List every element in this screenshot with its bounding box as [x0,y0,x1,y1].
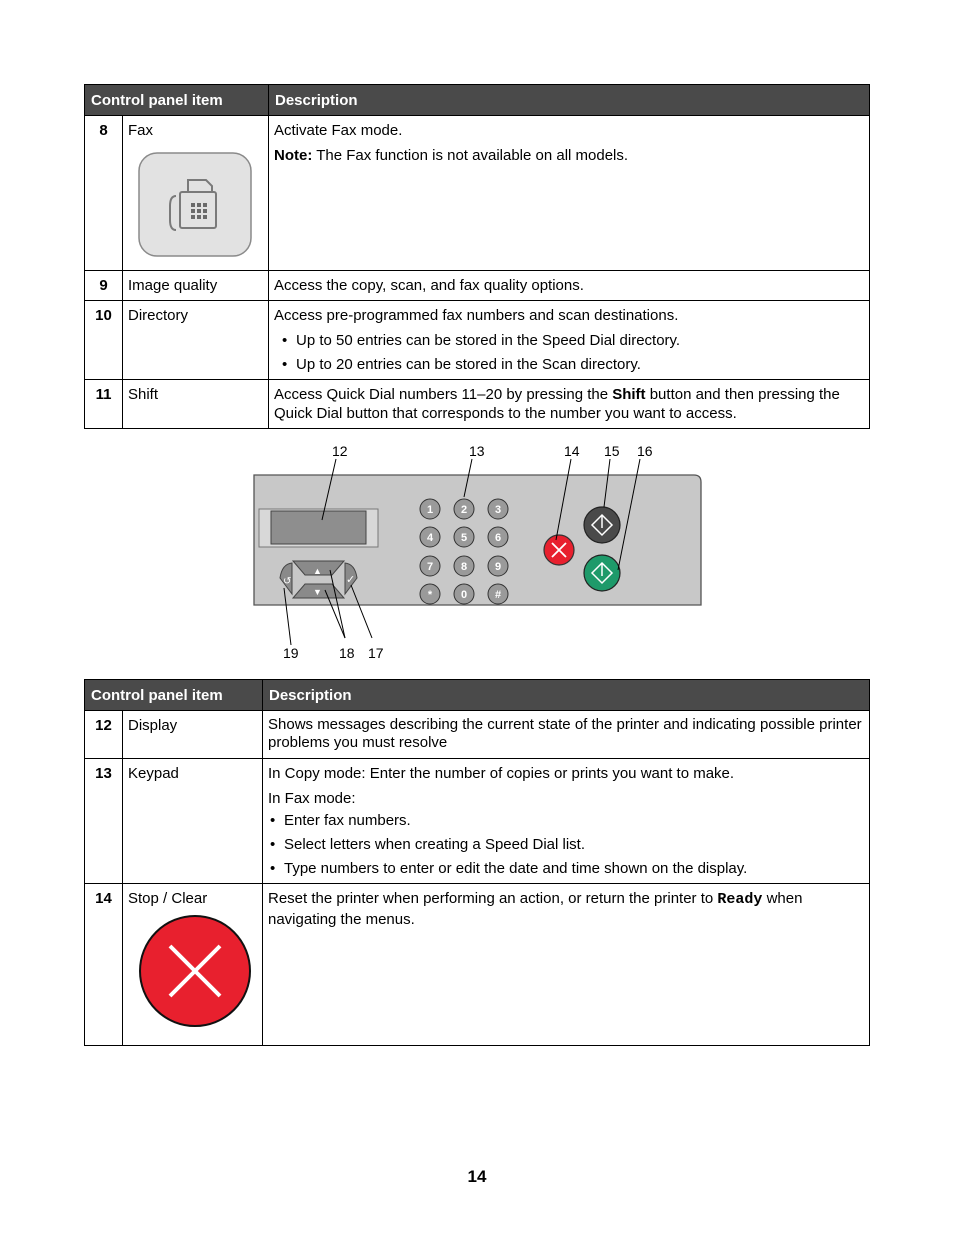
note [274,146,864,165]
keypad-key-label: 2 [460,504,468,516]
keypad-key-label: 7 [426,561,434,573]
item-name: Keypad [123,759,263,884]
callout-17: 17 [368,645,384,661]
list-item: • Up to 20 entries can be stored in the Scan directory. [274,355,864,374]
note-text: The Fax function is not available on all models. [312,147,629,164]
callout-12: 12 [332,443,348,459]
stop-clear-button-icon [136,912,254,1030]
desc-part: when navigating the menus. [268,890,803,928]
table-row [85,884,870,1046]
callout-16: 16 [637,443,653,459]
keypad-key-label: 3 [494,504,502,516]
row-number: 13 [85,759,123,884]
keypad-key-label: 8 [460,561,468,573]
keypad-key-label: 5 [460,532,468,544]
keypad-key-label: 1 [426,504,434,516]
shift-bold-label: Shift [612,386,646,403]
callout-18: 18 [339,645,355,661]
display-screen [271,511,366,544]
table-row [85,759,870,884]
keypad-key-label: * [427,589,433,601]
desc-part: Access Quick Dial numbers 11–20 by pressing the [274,386,613,403]
list-item: • Type numbers to enter or edit the date and time shown on the display. [262,859,864,878]
item-name: Directory [123,301,269,380]
table-row [85,711,870,759]
keypad-key-label: 9 [494,561,502,573]
row-number: 8 [85,116,123,271]
bullet-list [262,811,864,878]
header-item: Control panel item [85,680,263,711]
keypad-key-label: 0 [460,589,468,601]
callout-13: 13 [469,443,485,459]
header-item: Control panel item [85,85,269,116]
description-cell [263,759,870,884]
control-panel-table-2 [84,679,870,1046]
keypad-key-label: 6 [494,532,502,544]
table-row [85,380,870,429]
description-text [263,884,870,1046]
description-text [269,380,870,429]
keypad-key-label: 4 [426,532,434,544]
item-name: Shift [123,380,269,429]
table-row [85,271,870,301]
description-text: Access the copy, scan, and fax quality options. [269,271,870,301]
desc-part: Reset the printer when performing an action, or return the printer to [268,890,718,907]
start-color-button [584,555,620,591]
row-number: 10 [85,301,123,380]
svg-text:↺: ↺ [283,576,292,587]
table-row [85,301,870,380]
row-number: 12 [85,711,123,759]
item-name: Image quality [123,271,269,301]
item-name: Fax [128,122,154,139]
description-text: Access pre-programmed fax numbers and scan destinations. [274,307,679,324]
description-text: Activate Fax mode. [274,122,403,139]
description-cell [269,116,870,271]
stop-clear-button [544,535,574,565]
list-item: • Select letters when creating a Speed Dial list. [262,835,864,854]
control-panel-table-1 [84,84,870,429]
svg-text:▲: ▲ [313,566,322,576]
callout-19: 19 [283,645,299,661]
fax-button-icon [136,150,254,260]
table-header [85,680,870,711]
callout-14: 14 [564,443,580,459]
row-number: 14 [85,884,123,1046]
keypad-key-label: # [494,589,502,601]
table-row [85,116,870,271]
description-text: In Fax mode: [268,790,356,807]
description-text: Shows messages describing the current state of the printer and indicating possible printer problems you must resolve [263,711,870,759]
row-number: 11 [85,380,123,429]
note-label: Note: [274,147,313,164]
svg-text:✓: ✓ [346,574,356,586]
bullet-list [274,331,864,374]
svg-text:▼: ▼ [313,587,322,597]
item-name: Display [123,711,263,759]
callout-15: 15 [604,443,620,459]
ready-code-text: Ready [717,891,763,908]
header-description: Description [269,85,870,116]
item-name: Stop / Clear [128,890,208,907]
row-number: 9 [85,271,123,301]
list-item: • Enter fax numbers. [262,811,864,830]
control-panel-diagram [250,440,710,670]
header-description: Description [263,680,870,711]
start-black-button [584,507,620,543]
item-cell [123,116,269,271]
page-number: 14 [467,1167,487,1186]
table-header [85,85,870,116]
description-text: In Copy mode: Enter the number of copies or prints you want to make. [268,765,735,782]
list-item: • Up to 50 entries can be stored in the Speed Dial directory. [274,331,864,350]
item-cell [123,884,263,1046]
desc-part: button and then pressing the Quick Dial button that corresponds to the number you want to access. [274,386,840,422]
description-cell [269,301,870,380]
